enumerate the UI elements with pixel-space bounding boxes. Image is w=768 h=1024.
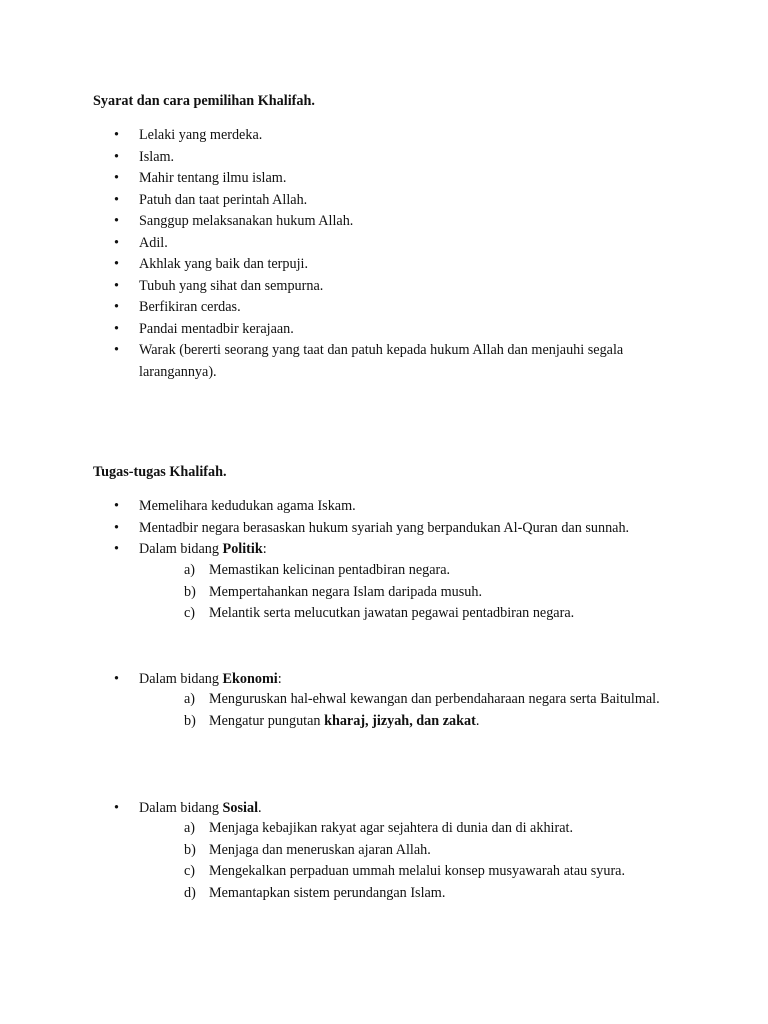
bullet-icon: • — [114, 299, 119, 315]
bullet-icon: • — [114, 148, 119, 165]
list-item: • Akhlak yang baik dan terpuji. — [114, 254, 699, 276]
ekonomi-list — [114, 669, 699, 691]
duties-list — [114, 496, 699, 561]
sub-list-item: c) Mengekalkan perpaduan ummah melalui konsep musyawarah atau syura. — [184, 863, 626, 879]
list-item: • Patuh dan taat perintah Allah. — [114, 190, 699, 212]
list-item: • Adil. — [114, 233, 699, 255]
requirements-list — [114, 125, 699, 383]
bullet-icon: • — [114, 320, 119, 337]
list-item: • Pandai mentadbir kerajaan. — [114, 319, 699, 341]
bullet-icon: • — [114, 498, 119, 514]
bullet-icon: • — [114, 191, 119, 208]
list-item: • Mahir tentang ilmu islam. — [114, 168, 699, 190]
ekonomi-sublist — [114, 689, 679, 732]
section1-title: Syarat dan cara pemilihan Khalifah. — [93, 93, 315, 109]
bullet-icon: • — [114, 800, 119, 816]
list-item: • Memelihara kedudukan agama Iskam. — [114, 496, 699, 518]
bullet-icon: • — [114, 671, 119, 687]
bullet-icon: • — [114, 170, 119, 186]
sub-list-item: b) Mengatur pungutan kharaj, jizyah, dan zakat. — [184, 712, 480, 729]
sub-list-item: d) Memantapkan sistem perundangan Islam. — [184, 884, 446, 901]
list-item: • Tubuh yang sihat dan sempurna. — [114, 276, 699, 298]
field-name: Politik — [222, 541, 263, 557]
list-item: • Sanggup melaksanakan hukum Allah. — [114, 211, 699, 233]
sub-list-item: c) Melantik serta melucutkan jawatan pegawai pentadbiran negara. — [184, 605, 575, 621]
bold-terms: kharaj, jizyah, dan zakat — [324, 712, 476, 729]
sub-list-item: a) Menjaga kebajikan rakyat agar sejahtera di dunia dan di akhirat. — [184, 820, 573, 836]
bullet-icon: • — [114, 127, 119, 143]
bullet-icon: • — [114, 256, 119, 272]
politik-item: • Dalam bidang Politik: — [114, 539, 699, 561]
bullet-icon: • — [114, 541, 119, 557]
sub-list-item: b) Mempertahankan negara Islam daripada musuh. — [184, 583, 483, 600]
bullet-icon: • — [114, 213, 119, 229]
sosial-item: • Dalam bidang Sosial. — [114, 798, 699, 820]
list-item: • Lelaki yang merdeka. — [114, 125, 699, 147]
section2-title: Tugas-tugas Khalifah. — [93, 464, 227, 480]
list-item: • Islam. — [114, 147, 699, 169]
field-name: Ekonomi — [222, 671, 278, 687]
list-item: • Mentadbir negara berasaskan hukum syariah yang berpandukan Al-Quran dan sunnah. — [114, 518, 699, 540]
ekonomi-item: • Dalam bidang Ekonomi: — [114, 669, 699, 691]
sub-list-item: b) Menjaga dan meneruskan ajaran Allah. — [184, 841, 431, 858]
bullet-icon: • — [114, 234, 119, 251]
sosial-list — [114, 798, 699, 820]
politik-sublist — [114, 560, 679, 625]
list-item: • Warak (bererti seorang yang taat dan patuh kepada hukum Allah dan menjauhi segala larangannya). — [114, 342, 624, 380]
sub-list-item: a) Memastikan kelicinan pentadbiran negara. — [184, 562, 451, 578]
bullet-icon: • — [114, 519, 119, 536]
sosial-sublist — [114, 818, 679, 904]
bullet-icon: • — [114, 342, 119, 358]
list-item: • Berfikiran cerdas. — [114, 297, 699, 319]
field-name: Sosial — [222, 800, 259, 816]
sub-list-item: a) Menguruskan hal-ehwal kewangan dan perbendaharaan negara serta Baitulmal. — [184, 691, 660, 707]
bullet-icon: • — [114, 277, 119, 294]
